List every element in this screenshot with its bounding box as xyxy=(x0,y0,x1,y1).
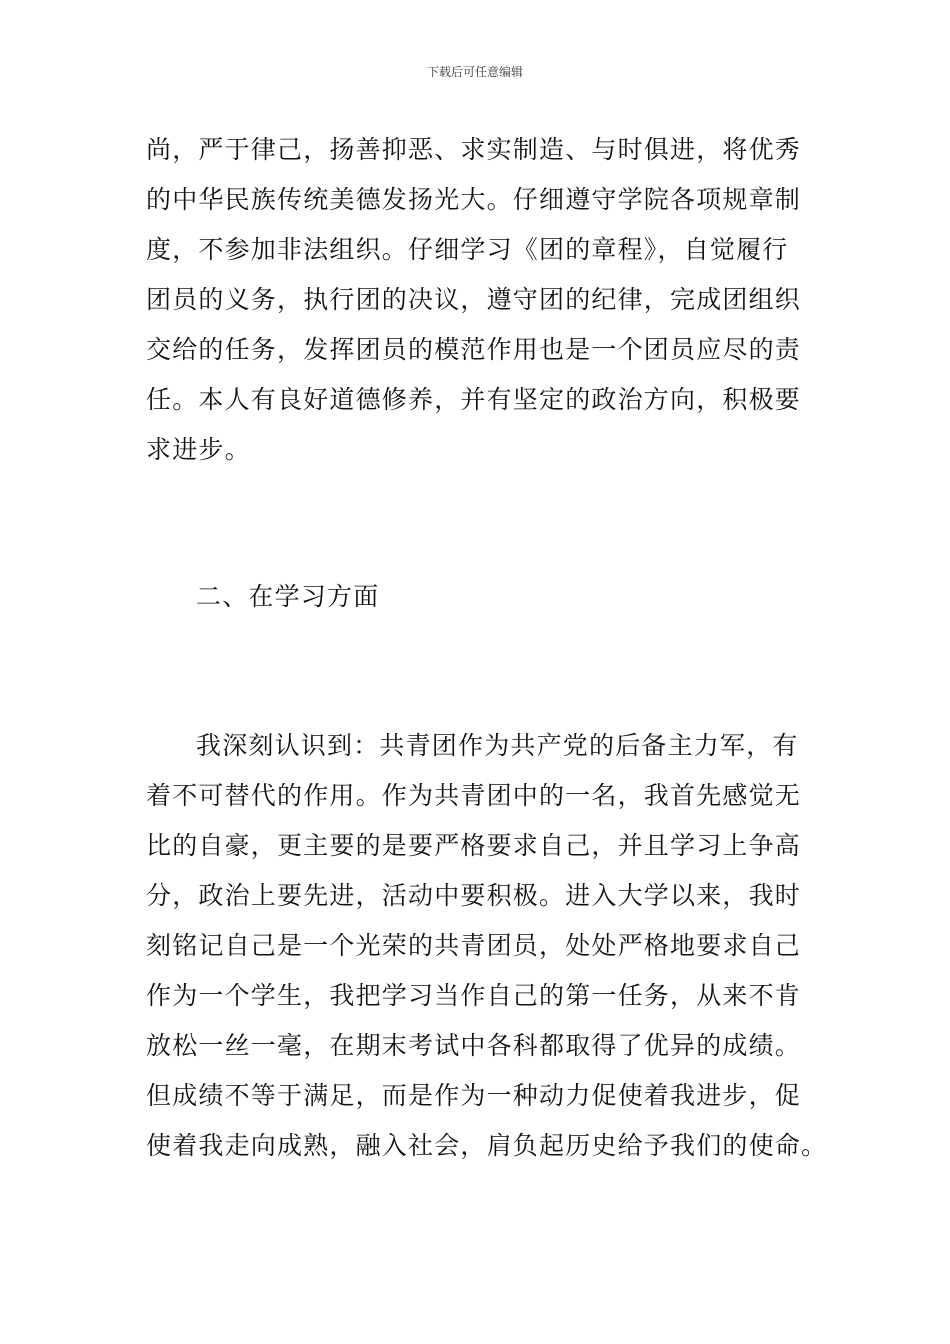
text-line: 使着我走向成熟，融入社会，肩负起历史给予我们的使命。 xyxy=(146,1131,828,1160)
text-line: 交给的任务，发挥团员的模范作用也是一个团员应尽的责 xyxy=(146,335,802,364)
text-line: 的中华民族传统美德发扬光大。仔细遵守学院各项规章制 xyxy=(146,185,802,214)
text-line: 团员的义务，执行团的决议，遵守团的纪律，完成团组织 xyxy=(146,285,802,314)
text-line: 着不可替代的作用。作为共青团中的一名，我首先感觉无 xyxy=(146,781,802,810)
page-header-note: 下载后可任意编辑 xyxy=(426,65,523,79)
text-line: 作为一个学生，我把学习当作自己的第一任务，从来不肯 xyxy=(146,981,802,1010)
section-heading-study: 二、在学习方面 xyxy=(196,582,380,611)
text-line: 尚，严于律己，扬善抑恶、求实制造、与时俱进，将优秀 xyxy=(146,135,802,164)
text-line: 刻铭记自己是一个光荣的共青团员，处处严格地要求自己 xyxy=(146,931,802,960)
text-line: 但成绩不等于满足，而是作为一种动力促使着我进步，促 xyxy=(146,1081,802,1110)
text-line: 比的自豪，更主要的是要严格要求自己，并且学习上争高 xyxy=(146,831,802,860)
text-line: 分，政治上要先进，活动中要积极。进入大学以来，我时 xyxy=(146,881,802,910)
text-line: 度，不参加非法组织。仔细学习《团的章程》，自觉履行 xyxy=(146,235,789,264)
text-line: 我深刻认识到：共青团作为共产党的后备主力军，有 xyxy=(196,731,799,760)
text-line: 放松一丝一毫，在期末考试中各科都取得了优异的成绩。 xyxy=(146,1031,802,1060)
text-line: 任。本人有良好道德修养，并有坚定的政治方向，积极要 xyxy=(146,385,802,414)
text-line: 求进步。 xyxy=(146,435,251,464)
